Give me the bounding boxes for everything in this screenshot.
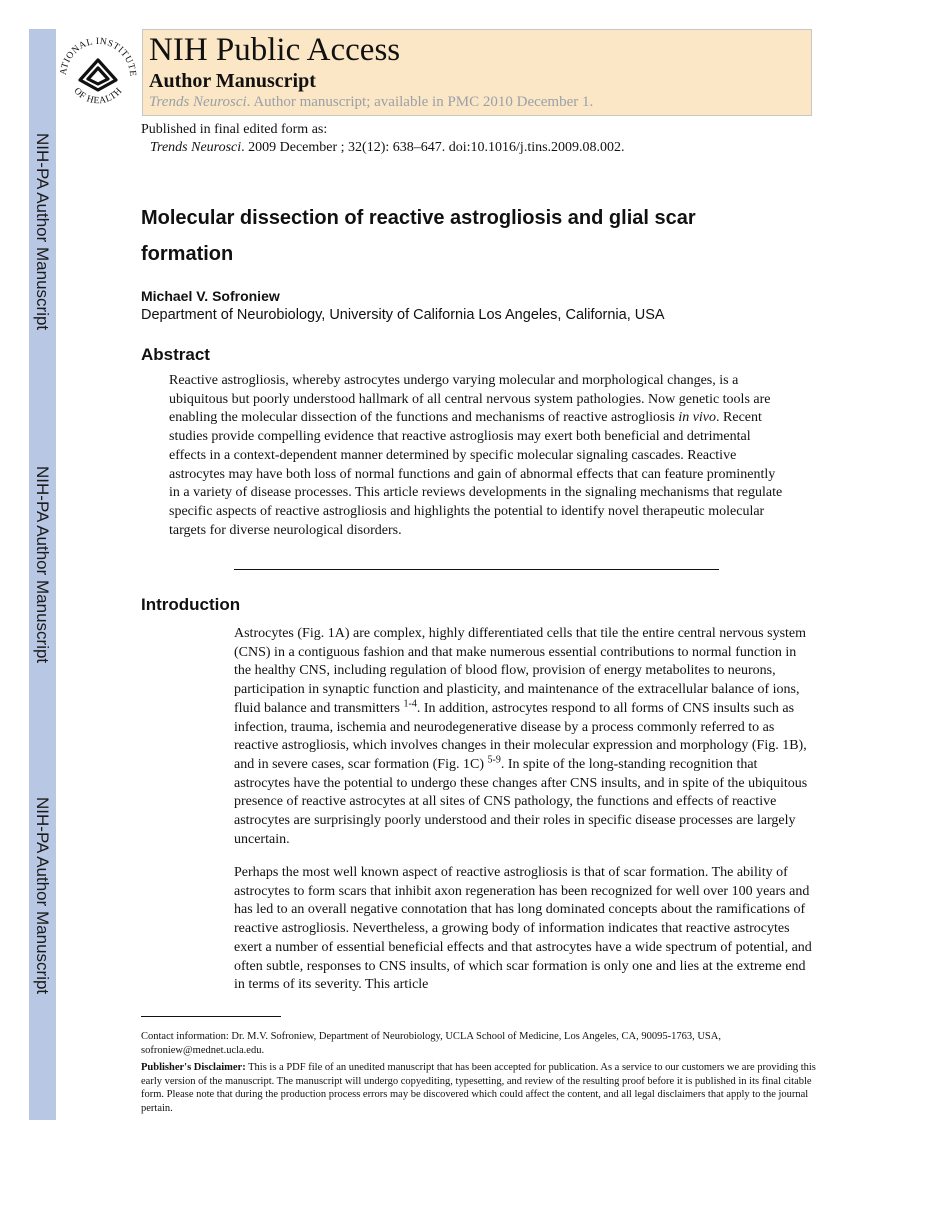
- header-subtitle: Author Manuscript: [149, 70, 316, 92]
- abstract-heading: Abstract: [141, 345, 210, 364]
- logo-text-top: ATIONAL INSTITUTE: [58, 36, 138, 78]
- citation-journal: Trends Neurosci: [150, 140, 242, 155]
- nih-logo-icon: [56, 32, 140, 116]
- published-label: Published in final edited form as:: [141, 122, 328, 137]
- logo-text-bottom: OF HEALTH: [71, 86, 125, 107]
- header-journal-name: Trends Neurosci: [149, 94, 247, 110]
- intro-paragraph-1: Astrocytes (Fig. 1A) are complex, highly differentiated cells that tile the entire central nervous system (CNS) in a contiguous fashion and that make numerous essential contributions to normal function in the healthy CNS, including regulation of blood flow, provision of energy metabolites to neurons, participation in synaptic function and plasticity, and maintenance of the extracellular balance of ions, fluid balance and transmitters $^{1-4}$. In addition, astrocytes respond to all forms of CNS insults such as infection, trauma, ischemia and neurodegenerative disease by a process commonly referred to as reactive astrogliosis, which involves changes in their molecular expression and morphology (Fig. 1B), and in severe cases, scar formation (Fig. 1C) $^{5-9}$. In spite of the long-standing recognition that astrocytes have the potential to undergo these changes after CNS insults, and in spite of the ubiquitous presence of reactive astrocytes at all sites of CNS pathology, the functions and effects of reactive astrocytes are surprisingly poorly understood and their roles in specific disease processes are largely uncertain.: [234, 626, 808, 847]
- citation-ref: 1-4: [403, 698, 417, 710]
- abstract-text: Reactive astrogliosis, whereby astrocytes undergo varying molecular and morphological changes, is a ubiquitous but poorly understood hallmark of all central nervous system pathologies. Now genetic tools are enabling the molecular dissection of the functions and mechanisms of reactive astrogliosis in vivo. Recent studies provide compelling evidence that reactive astrogliosis may exert both beneficial and detrimental effects in a context-dependent manner determined by specific molecular signaling cascades. Reactive astrocytes may have both loss of normal functions and gain of abnormal effects that can feature prominently in a variety of disease processes. This article reviews developments in the signaling mechanisms that regulate specific aspects of reactive astrogliosis and highlights the potential to identify novel therapeutic molecular targets for diverse neurological disorders.: [169, 373, 783, 538]
- header-availability: Trends Neurosci. Author manuscript; available in PMC 2010 December 1.: [149, 94, 594, 110]
- abstract-divider: [234, 569, 719, 570]
- author-name: Michael V. Sofroniew: [141, 288, 280, 304]
- author-affiliation: Department of Neurobiology, University of California Los Angeles, California, USA: [141, 307, 665, 323]
- publisher-disclaimer: Publisher's Disclaimer: This is a PDF file of an unedited manuscript that has been accepted for publication. As a service to our customers we are providing this early version of the manuscript. The manuscript will undergo copyediting, typesetting, and review of the resulting proof before it is published in its final citable form. Please note that during the production process errors may be discovered which could affect the content, and all legal disclaimers that apply to the journal pertain.: [141, 1062, 816, 1114]
- nih-public-access-header: [142, 29, 812, 116]
- disclaimer-label: Publisher's Disclaimer:: [141, 1062, 246, 1073]
- contact-footnote: Contact information: Dr. M.V. Sofroniew, Department of Neurobiology, UCLA School of Medicine, Los Angeles, CA, 90095-1763, USA, sofroniew@mednet.ucla.edu.: [141, 1031, 721, 1056]
- header-title: NIH Public Access: [149, 32, 401, 68]
- publication-citation: Trends Neurosci. 2009 December ; 32(12): 638–647. doi:10.1016/j.tins.2009.08.002.: [150, 140, 625, 155]
- citation-ref: 5-9: [487, 754, 501, 766]
- footnote-divider: [141, 1016, 281, 1017]
- introduction-heading: Introduction: [141, 595, 241, 614]
- intro-paragraph-2: Perhaps the most well known aspect of reactive astrogliosis is that of scar formation. The ability of astrocytes to form scars that inhibit axon regeneration has been recognized for well over 100 years and has led to an overall negative connotation that has long dominated concepts about the ramifications of reactive astrogliosis. Nevertheless, a growing body of information indicates that reactive astrocytes exert a number of essential beneficial effects and that astrocytes have a wide spectrum of potential, and often subtle, responses to CNS insults, of which scar formation is only one and lies at the extreme end in terms of its severity. This article: [234, 865, 812, 993]
- article-title: Molecular dissection of reactive astrogliosis and glial scar formation: [141, 207, 696, 265]
